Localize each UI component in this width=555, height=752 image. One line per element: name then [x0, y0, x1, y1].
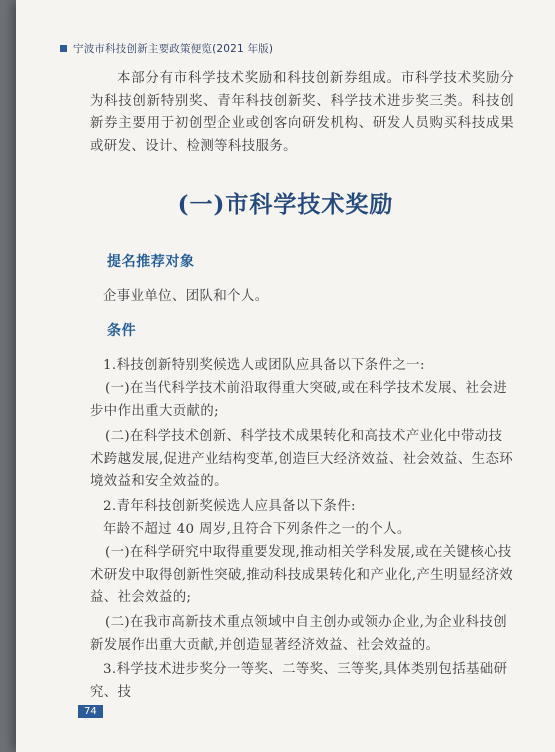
condition-item: (一)在当代科学技术前沿取得重大突破,或在科学技术发展、社会进步中作出重大贡献的; — [90, 381, 508, 419]
condition-item: 年龄不超过 40 周岁,且符合下列条件之一的个人。 — [103, 522, 411, 537]
condition-item: (二)在科学技术创新、科学技术成果转化和高技术产业化中带动技术跨越发展,促进产业结构变革,创造巨大经济效益、社会效益、生态环境效益和安全效益的。 — [90, 429, 514, 490]
conditions-heading: 条件 — [107, 323, 137, 339]
document-page — [16, 0, 555, 752]
intro-paragraph: 本部分有市科学技术奖励和科技创新券组成。市科学技术奖励分为科技创新特别奖、青年科技创新奖、科学技术进步奖三类。科技创新券主要用于初创型企业或创客向研发机构、研发人员购买科技成果或研发、设计、检测等科技服务。 — [90, 71, 514, 154]
nominee-text: 企事业单位、团队和个人。 — [103, 289, 269, 304]
nominee-heading: 提名推荐对象 — [107, 254, 195, 270]
header-square-icon — [60, 45, 67, 52]
condition-item: 3.科学技术进步奖分一等奖、二等奖、三等奖,具体类别包括基础研究、技 — [90, 662, 508, 700]
condition-item: 1.科技创新特别奖候选人或团队应具备以下条件之一: — [103, 358, 425, 373]
condition-item: (一)在科学研究中取得重要发现,推动相关学科发展,或在关键核心技术研发中取得创新性突破,推动科技成果转化和产业化,产生明显经济效益、社会效益的; — [90, 545, 514, 606]
running-header — [60, 41, 273, 56]
intro-block — [90, 68, 514, 158]
condition-item: (二)在我市高新技术重点领域中自主创办或领办企业,为企业科技创新发展作出重大贡献,并创造显著经济效益、社会效益的。 — [90, 615, 508, 653]
section-title: (一)市科学技术奖励 — [177, 191, 394, 218]
page-number: 74 — [78, 705, 103, 718]
header-title: 宁波市科技创新主要政策便览(2021 年版) — [73, 43, 274, 55]
condition-item: 2.青年科技创新奖候选人应具备以下条件: — [103, 499, 356, 514]
